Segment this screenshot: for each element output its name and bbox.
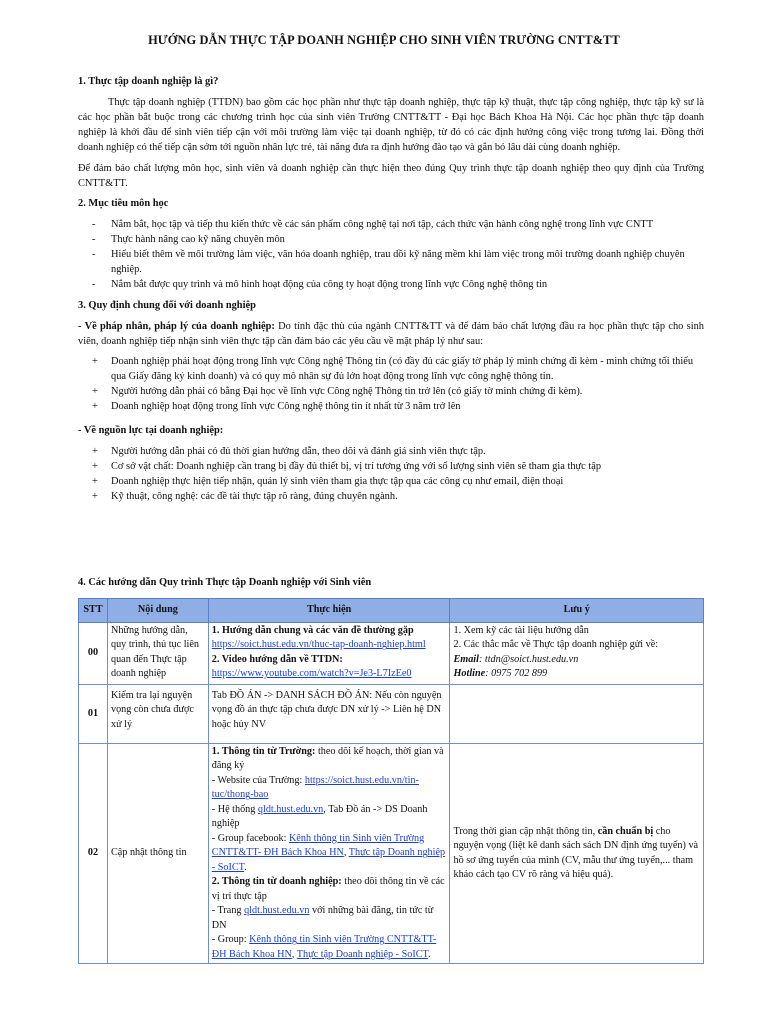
separator: ,	[291, 948, 297, 960]
row-action	[208, 744, 450, 964]
row-content: Kiểm tra lại nguyện vọng còn chưa được xử lý	[107, 685, 208, 744]
list-item: + Doanh nghiệp thực hiện tiếp nhận, quản lý sinh viên tham gia thực tập qua các công cụ như email, điện thoại	[78, 474, 704, 489]
email-line	[453, 653, 700, 667]
legal-list	[78, 354, 704, 414]
separator: .	[428, 948, 431, 960]
column-header-content: Nội dung	[107, 599, 208, 623]
list-item: - Nắm bắt, học tập và tiếp thu kiến thức về các sản phẩm công nghệ tại nơi tập, cách thức vận hành công nghệ trong lĩnh vực CNTT	[78, 217, 704, 232]
note-line: 1. Xem kỹ các tài liệu hướng dẫn	[453, 625, 589, 636]
table-header-row	[79, 599, 704, 623]
facebook-prefix: - Group facebook:	[211, 832, 290, 844]
system-prefix: - Hệ thống	[211, 803, 258, 815]
list-item: + Cơ sở vật chất: Doanh nghiệp cần trang bị đầy đủ thiết bị, vị trí tương ứng với số lượng sinh viên sẽ tham gia thực tập	[78, 459, 704, 474]
list-item: + Người hướng dẫn phải có đủ thời gian hướng dẫn, theo dõi và đánh giá sinh viên thực tập.	[78, 444, 704, 459]
hotline-line	[453, 667, 700, 681]
company-info-label: 2. Thông tin từ doanh nghiệp:	[211, 876, 342, 888]
note-emphasis: cần chuẩn bị	[597, 825, 654, 837]
list-item: + Doanh nghiệp phải hoạt động trong lĩnh vực Công nghệ Thông tin (có đầy đủ các giấy tờ pháp lý minh chứng đi kèm - minh chứng tối thiểu qua Giấy đăng ký kinh doanh) và có quy mô nhân sự đủ lớn hoạt động trong lĩnh vực công nghệ thông tin.	[78, 354, 704, 384]
section-1-paragraph-2: Để đảm bảo chất lượng môn học, sinh viên và doanh nghiệp cần thực hiện theo đúng Quy trình thực tập doanh nghiệp theo quy định của Trường CNTT&TT.	[78, 163, 704, 190]
list-item: + Doanh nghiệp hoạt động trong lĩnh vực Công nghệ thông tin ít nhất từ 3 năm trở lên	[78, 399, 704, 414]
internship-group-link[interactable]: Thực tập Doanh nghiệp - SoICT	[296, 948, 429, 960]
list-item: - Thực hành nâng cao kỹ năng chuyên môn	[78, 232, 704, 247]
document-title: HƯỚNG DẪN THỰC TẬP DOANH NGHIỆP CHO SINH VIÊN TRƯỜNG CNTT&TT	[148, 33, 620, 47]
legal-label: - Về pháp nhân, pháp lý của doanh nghiệp:	[78, 321, 275, 333]
legal-text: Do tính đặc thù của ngành CNTT&TT và để đảm bảo chất lượng đầu ra học phần thực tập cho sinh viên, doanh nghiệp tiếp nhận sinh viên thực tập cần đảm bảo các yêu cầu về mặt pháp lý như sau:	[78, 321, 704, 348]
row-note	[450, 744, 704, 964]
column-header-action: Thực hiện	[208, 599, 450, 623]
section-1-paragraph-1: Thực tập doanh nghiệp (TTDN) bao gồm các học phần như thực tập doanh nghiệp, thực tập kỹ thuật, thực tập công nghiệp, thực tập kỹ sư là các học phần bắt buộc trong các chương trình học của sinh viên Trường CNTT&TT - Đại học Bách Khoa Hà Nội. Các học phần thực tập doanh nghiệp là khởi đầu để sinh viên tiếp cận với môi trường làm việc tại doanh nghiệp, từ đó có các định hướng công việc trong tương lai. Đồng thời doanh nghiệp có thể tiếp cận sớm tới nguồn nhân lực trẻ, tài năng đưa ra định hướng đào tạo và gắn bó lâu dài cùng doanh nghiệp.	[78, 97, 704, 154]
section-3	[78, 298, 704, 504]
row-note	[450, 685, 704, 744]
separator: ,	[343, 847, 349, 859]
hotline-value: : 0975 702 899	[485, 668, 548, 680]
resource-list	[78, 444, 704, 504]
page-suffix: với những bài đăng, tin tức từ DN	[211, 905, 434, 931]
group-prefix: - Group:	[211, 934, 250, 946]
system-suffix: , Tab Đồ án -> DS Doanh nghiệp	[211, 803, 428, 830]
process-table	[78, 598, 704, 964]
row-note	[450, 623, 704, 685]
section-1-heading: 1. Thực tập doanh nghiệp là gì?	[78, 76, 219, 87]
list-item: + Kỹ thuật, công nghệ: các đề tài thực tập rõ ràng, đúng chuyên ngành.	[78, 489, 704, 504]
note-text: Trong thời gian cập nhật thông tin,	[453, 825, 598, 837]
resource-heading: - Về nguồn lực tại doanh nghiệp:	[78, 424, 224, 436]
website-link[interactable]: https://soict.hust.edu.vn/tin-tuc/thong-bao	[211, 774, 419, 801]
school-info-text: theo dõi kế hoạch, thời gian và đăng ký	[211, 746, 444, 772]
list-item: - Nắm bắt được quy trình và mô hình hoạt động của công ty hoạt động trong lĩnh vực Công nghệ thông tin	[78, 277, 704, 292]
video-heading: 2. Video hướng dẫn về TTDN:	[211, 653, 343, 665]
email-value: : ttdn@soict.hust.edu.vn	[478, 653, 579, 665]
note-text: cho nguyện vọng (liệt kê danh sách sách DN định ứng tuyển) và hồ sơ ứng tuyển của mình (CV, mẫu thư ứng tuyển,... tham khảo cách tạo CV rõ ràng và hiệu quả).	[453, 825, 699, 881]
note-line: 2. Các thắc mắc về Thực tập doanh nghiệp gửi về:	[453, 639, 659, 651]
list-item: + Người hướng dẫn phải có bằng Đại học về lĩnh vực Công nghệ Thông tin trở lên (có giấy tờ minh chứng đi kèm).	[78, 384, 704, 399]
row-stt: 02	[79, 744, 108, 964]
qldt-page-link[interactable]: qldt.hust.edu.vn	[244, 905, 310, 917]
section-3-heading: 3. Quy định chung đối với doanh nghiệp	[78, 300, 256, 311]
facebook-group-link[interactable]: Kênh thông tin Sinh viên Trường CNTT&TT- ĐH Bách Khoa HN	[211, 832, 425, 859]
section-2-heading: 2. Mục tiêu môn học	[78, 198, 169, 209]
legal-paragraph	[78, 319, 704, 349]
internship-group-link[interactable]: Thực tập Doanh nghiệp - SoICT	[211, 847, 446, 873]
row-content: Cập nhật thông tin	[107, 744, 208, 964]
section-4-heading: 4. Các hướng dẫn Quy trình Thực tập Doanh nghiệp với Sinh viên	[78, 577, 372, 588]
company-info-text: theo dõi thông tin về các vị trí thực tập	[211, 876, 445, 902]
column-header-note: Lưu ý	[450, 599, 704, 623]
section-2	[78, 196, 704, 292]
facebook-group-link[interactable]: Kênh thông tin Sinh viên Trường CNTT&TT- ĐH Bách Khoa HN	[211, 934, 437, 960]
email-label: Email	[453, 653, 479, 665]
column-header-stt: STT	[79, 599, 108, 623]
table-row	[79, 685, 704, 744]
hotline-label: Hotline	[453, 668, 486, 680]
separator: .	[244, 861, 247, 873]
guide-link[interactable]: https://soict.hust.edu.vn/thuc-tap-doanh-nghiep.html	[211, 639, 426, 651]
row-action	[208, 623, 450, 685]
table-row	[79, 744, 704, 964]
qldt-link[interactable]: qldt.hust.edu.vn	[257, 803, 324, 815]
section-1	[78, 74, 704, 192]
section-4	[78, 575, 704, 590]
row-stt: 01	[79, 685, 108, 744]
list-item: - Hiểu biết thêm về môi trường làm việc, văn hóa doanh nghiệp, trau dồi kỹ năng mềm khi làm việc trong môi trường doanh nghiệp chuyên nghiệp.	[78, 247, 704, 277]
guide-heading: 1. Hướng dẫn chung và các văn đề thường gặp	[211, 625, 414, 636]
row-content: Những hướng dẫn, quy trình, thủ tục liên quan đến Thực tập doanh nghiệp	[107, 623, 208, 685]
school-info-label: 1. Thông tin từ Trường:	[211, 746, 316, 757]
row-stt: 00	[79, 623, 108, 685]
page-prefix: - Trang	[211, 905, 245, 917]
row-action: Tab ĐỒ ÁN -> DANH SÁCH ĐỒ ÁN: Nếu còn nguyện vọng đồ án thực tập chưa được DN xử lý -> Liên hệ DN hoặc hủy NV	[208, 685, 450, 744]
objectives-list	[78, 217, 704, 292]
video-link[interactable]: https://www.youtube.com/watch?v=Je3-L7IzEe0	[211, 668, 412, 680]
table-row	[79, 623, 704, 685]
website-prefix: - Website của Trường:	[211, 774, 305, 786]
